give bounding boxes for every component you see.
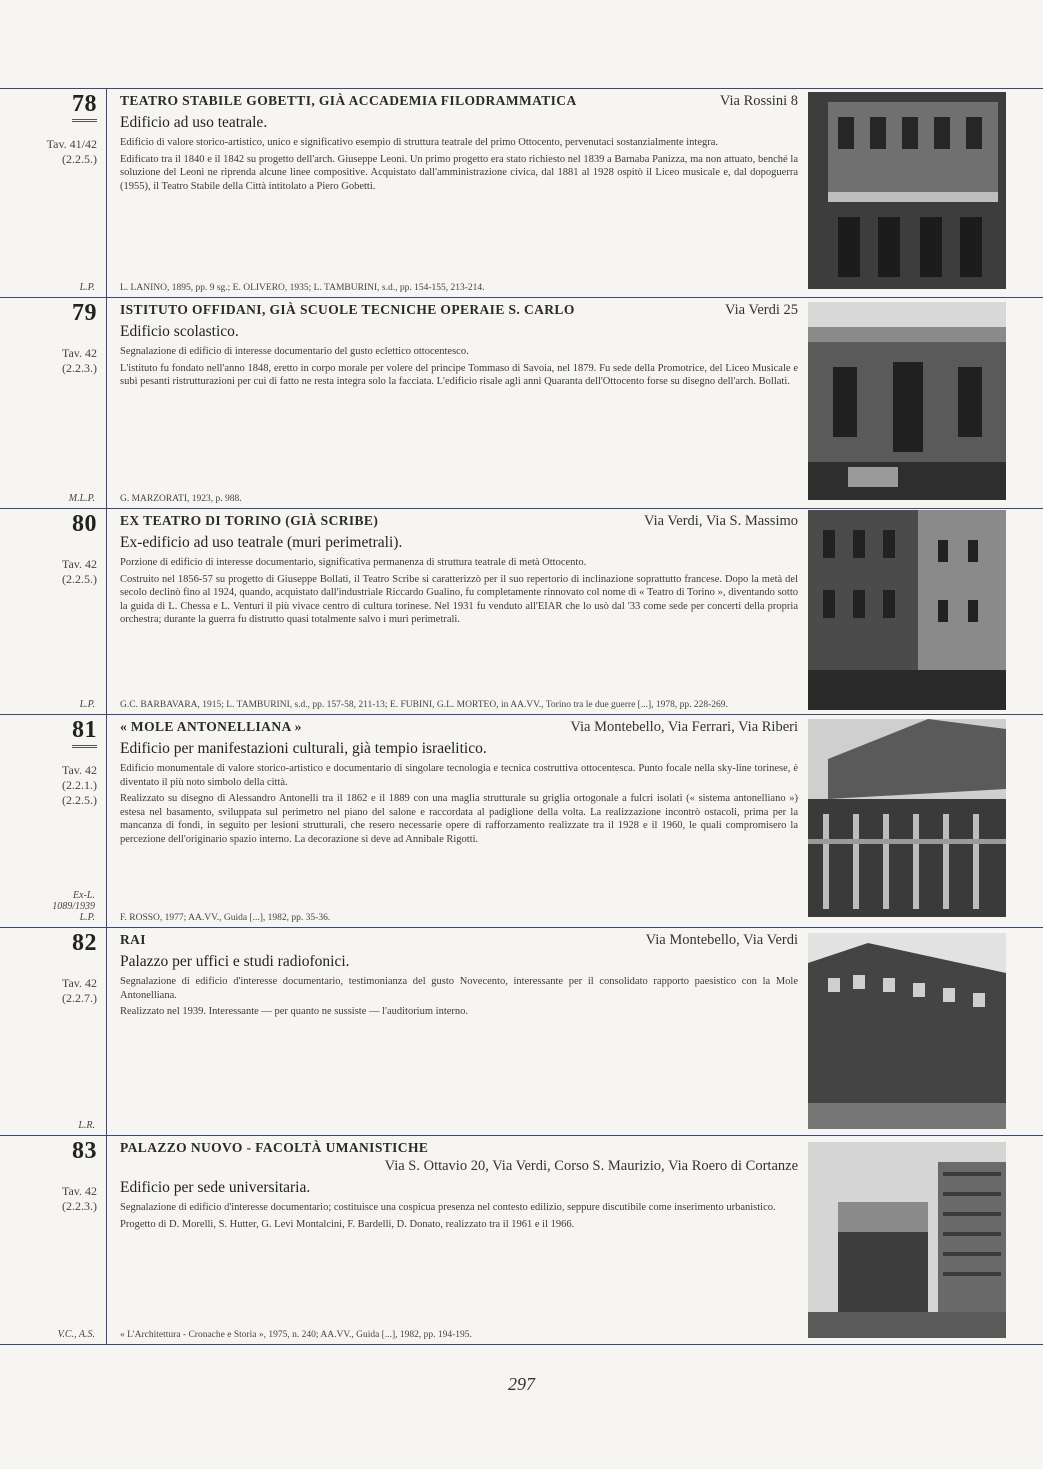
entry-sidebar — [0, 928, 107, 1135]
entry-bibliography: G.C. BARBAVARA, 1915; L. TAMBURINI, s.d., pp. 157-58, 211-13; E. FUBINI, G.L. MORTEO, in AA.VV., Torino tra le due guerre [...], 1978, pp. 228-269. — [120, 699, 728, 710]
author-initials: M.L.P. — [68, 493, 95, 504]
entry-address: Via Rossini 8 — [719, 93, 798, 109]
entry-number: 79 — [72, 300, 97, 326]
building-photo — [808, 302, 1006, 500]
author-initials: V.C., A.S. — [57, 1329, 95, 1340]
entry-paragraph: Edificio di valore storico-artistico, unico e significativo esempio di struttura teatrale del primo Ottocento, pervenutaci sostanzialmente integra. — [120, 137, 719, 148]
entry-function: Edificio scolastico. — [120, 323, 239, 340]
entry-sidebar — [0, 509, 107, 714]
entry-title: PALAZZO NUOVO - FACOLTÀ UMANISTICHE — [120, 1140, 429, 1155]
tavola-reference: Tav. 41/42 (2.2.5.) — [46, 137, 97, 166]
entry-80 — [0, 508, 1043, 714]
author-initials: L.P. — [79, 282, 95, 293]
entry-function: Edificio per sede universitaria. — [120, 1179, 311, 1196]
tavola-reference: Tav. 42 (2.2.7.) — [61, 976, 97, 1005]
entry-function: Ex-edificio ad uso teatrale (muri perimetrali). — [120, 534, 403, 551]
page-number: 297 — [508, 1374, 535, 1394]
entry-address: Via Montebello, Via Verdi — [645, 932, 798, 948]
entry-paragraph: Porzione di edificio di interesse documentario, significativa permanenza di struttura teatrale di metà Ottocento. — [120, 557, 587, 568]
entry-81 — [0, 714, 1043, 927]
entry-79 — [0, 297, 1043, 508]
entry-title: EX TEATRO DI TORINO (GIÀ SCRIBE) — [120, 513, 379, 528]
entry-function: Edificio ad uso teatrale. — [120, 114, 268, 131]
tavola-reference: Tav. 42 (2.2.5.) — [61, 557, 97, 586]
entry-paragraph: Segnalazione di edificio di interesse documentario del gusto eclettico ottocentesco. — [120, 346, 469, 357]
entry-content — [120, 89, 798, 297]
entry-paragraph: Costruito nel 1856-57 su progetto di Giuseppe Bollati, il Teatro Scribe si caratterizzò per il suo repertorio di inclinazione soprattutto francese. Dopo la metà del secolo declinò fino al 1924, quando, acquistato dall'industriale Riccardo Gualino, fu completamente rinnovato col nome di « Teatro di Torino », diventando sotto la guida di L. Chessa e L. Venturi il più vivace centro di cultura torinese. Nel 1931 fu venduto all'EIAR che lo usò dal '33 come sede per concerti della propria orchestra; durante la guerra fu distrutto quasi totalmente salvo i muri perimetrali. — [120, 573, 798, 625]
entry-sidebar — [0, 715, 107, 927]
entry-paragraph: Edificato tra il 1840 e il 1842 su progetto dell'arch. Giuseppe Leoni. Un primo progetto era stato richiesto nel 1839 a Barnaba Panizza, ma non attuato, benché la soluzione del Leoni ne riprenda alcune linee compositive. Acquistato dall'amministrazione civica, dal 1881 al 1928 ospitò il Liceo musicale e, dal dopoguerra (1955), il Teatro Stabile della Città intitolato a Piero Gobetti. — [120, 153, 798, 192]
entry-number: 78 — [72, 91, 97, 122]
entry-sidebar — [0, 298, 107, 508]
entry-paragraph: L'istituto fu fondato nell'anno 1848, eretto in corpo morale per volere del principe Tommaso di Savoia, nel 1879. Fu sede della Promotrice, del Liceo Musicale e subì pesanti ristrutturazioni per cui di fatto ne resta integra solo la facciata. L'edificio risale agli anni Quaranta dell'Ottocento forse su disegno dell'arch. Bollati. — [120, 362, 798, 387]
building-photo — [808, 92, 1006, 289]
entry-content — [120, 509, 798, 714]
entry-paragraph: Segnalazione di edificio d'interesse documentario, testimonianza del gusto Novecento, interessante per il consolidato rapporto paesistico con la Mole Antonelliana. — [120, 976, 798, 1001]
entry-content — [120, 1136, 798, 1344]
tavola-reference: Tav. 42 (2.2.3.) — [61, 346, 97, 375]
entry-bibliography: G. MARZORATI, 1923, p. 988. — [120, 493, 242, 504]
building-photo — [808, 510, 1006, 710]
entry-title: « MOLE ANTONELLIANA » — [120, 719, 302, 734]
entry-title: TEATRO STABILE GOBETTI, GIÀ ACCADEMIA FILODRAMMATICA — [120, 93, 577, 108]
entry-paragraph: Segnalazione di edificio d'interesse documentario; costituisce una cospicua presenza nel contesto edilizio, seppure discutibile come inserimento urbanistico. — [120, 1202, 776, 1213]
entry-paragraph: Edificio monumentale di valore storico-artistico e documentario di singolare tecnologia e tecnica costruttiva ottocentesca. Punto focale nella sky-line torinese, è diventato il più noto simbolo della città. — [120, 763, 798, 788]
entry-bibliography: « L'Architettura - Cronache e Storia », 1975, n. 240; AA.VV., Guida [...], 1982, pp. 194-195. — [120, 1329, 472, 1340]
entry-address: Via S. Ottavio 20, Via Verdi, Corso S. Maurizio, Via Roero di Cortanze — [384, 1158, 798, 1174]
entry-address: Via Verdi 25 — [725, 302, 798, 318]
tavola-reference: Tav. 42 (2.2.3.) — [61, 1184, 97, 1213]
catalog — [0, 88, 1043, 1345]
author-initials: L.R. — [78, 1120, 95, 1131]
entry-number: 83 — [72, 1138, 97, 1164]
entry-sidebar — [0, 89, 107, 297]
entry-bibliography: L. LANINO, 1895, pp. 9 sg.; E. OLIVERO, 1935; L. TAMBURINI, s.d., pp. 154-155, 213-214. — [120, 282, 485, 293]
entry-number: 80 — [72, 511, 97, 537]
entry-content — [120, 715, 798, 927]
entry-bibliography: F. ROSSO, 1977; AA.VV., Guida [...], 1982, pp. 35-36. — [120, 912, 331, 923]
entry-function: Edificio per manifestazioni culturali, già tempio israelitico. — [120, 740, 487, 757]
entry-title: RAI — [120, 932, 146, 947]
entry-address: Via Montebello, Via Ferrari, Via Riberi — [570, 719, 798, 735]
building-photo — [808, 719, 1006, 917]
entry-number: 82 — [72, 930, 97, 956]
author-initials: Ex-L. 1089/1939 L.P. — [52, 890, 95, 923]
entry-paragraph: Realizzato su disegno di Alessandro Antonelli tra il 1862 e il 1889 con una maglia strutturale su griglia ortogonale a fulcri isolati (« sistema antonelliano ») estesa nel basamento, sviluppata sul perimetro nel piano del salone e raccordata al padiglione della volta. La realizzazione incontrò ostacoli, prima per la mancanza di fondi, in seguito per lesioni strutturali, che resero necessarie opere di rafforzamento realizzate tra il 1928 e il 1960, le quali compromisero la percezione dell'originario spazio interno. La decorazione si deve ad Annibale Rigotti. — [120, 793, 798, 845]
entry-82 — [0, 927, 1043, 1135]
entry-function: Palazzo per uffici e studi radiofonici. — [120, 953, 350, 970]
entry-title: ISTITUTO OFFIDANI, GIÀ SCUOLE TECNICHE OPERAIE S. CARLO — [120, 302, 575, 317]
entry-paragraph: Realizzato nel 1939. Interessante — per quanto ne sussiste — l'auditorium interno. — [120, 1006, 469, 1017]
entry-sidebar — [0, 1136, 107, 1344]
building-photo — [808, 1142, 1006, 1338]
entry-content — [120, 928, 798, 1135]
entry-content — [120, 298, 798, 508]
entry-83 — [0, 1135, 1043, 1345]
entry-78 — [0, 88, 1043, 297]
tavola-reference: Tav. 42 (2.2.1.) (2.2.5.) — [61, 763, 97, 807]
entry-paragraph: Progetto di D. Morelli, S. Hutter, G. Levi Montalcini, F. Bardelli, D. Donato, realizzato tra il 1961 e il 1966. — [120, 1218, 575, 1230]
entry-number: 81 — [72, 717, 97, 748]
entry-address: Via Verdi, Via S. Massimo — [644, 513, 798, 529]
building-photo — [808, 933, 1006, 1129]
author-initials: L.P. — [79, 699, 95, 710]
